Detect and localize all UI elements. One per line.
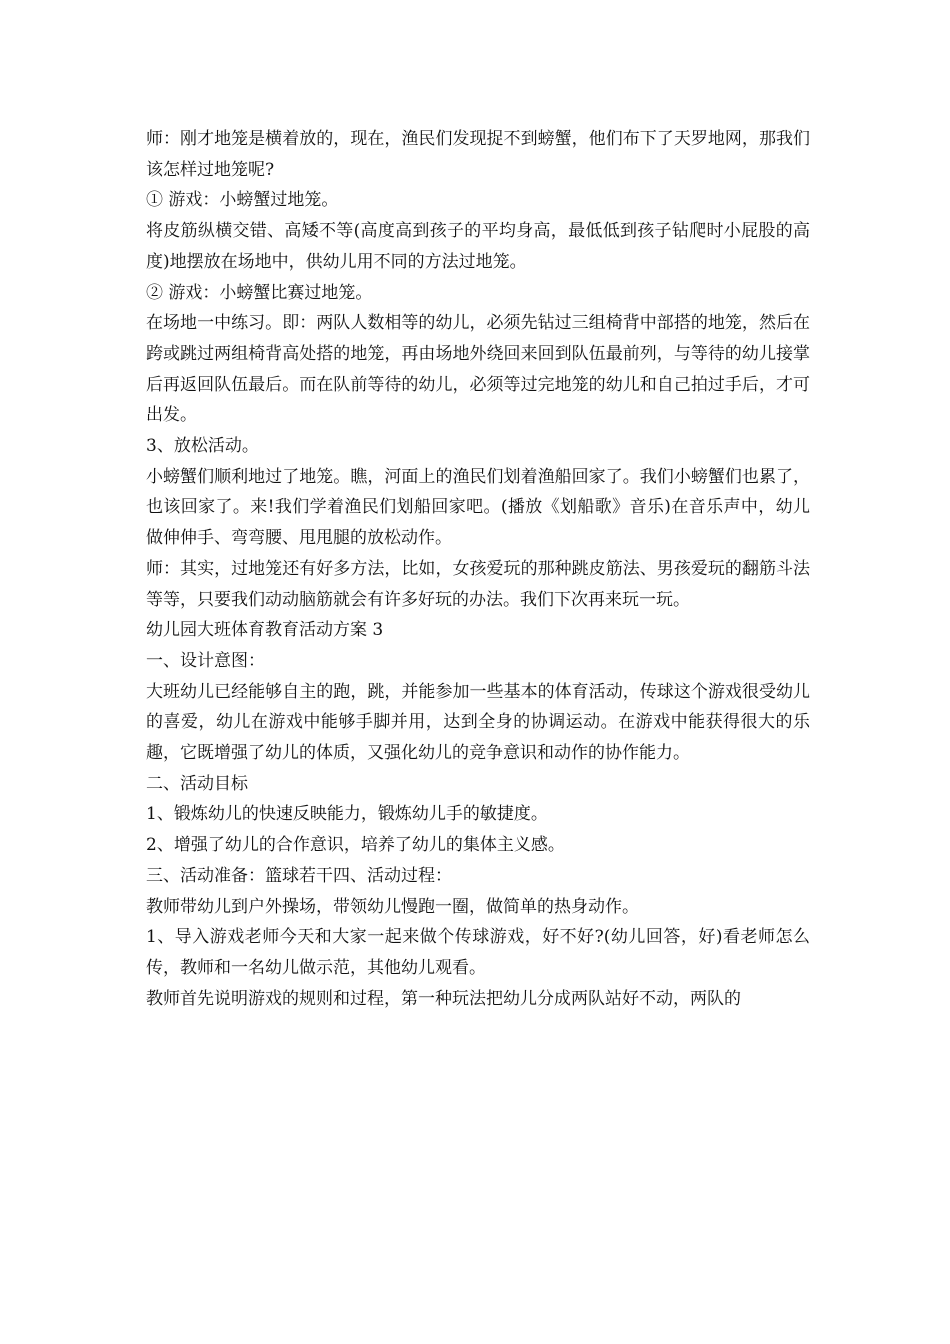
paragraph-warmup: 教师带幼儿到户外操场，带领幼儿慢跑一圈，做简单的热身动作。	[146, 896, 639, 917]
paragraph-relax-description: 小螃蟹们顺利地过了地笼。瞧，河面上的渔民们划着渔船回家了。我们小螃蟹们也累了，也该回家了。来!我们学着渔民们划船回家吧。(播放《划船歌》音乐)在音乐声中，幼儿做伸伸手、弯弯腰、甩甩腿的放松动作。	[146, 466, 810, 549]
paragraph-intro-game: 1、导入游戏老师今天和大家一起来做个传球游戏，好不好?(幼儿回答，好)看老师怎么传，教师和一名幼儿做示范，其他幼儿观看。	[146, 927, 810, 978]
paragraph-game-1-description: 将皮筋纵横交错、高矮不等(高度高到孩子的平均身高，最低低到孩子钻爬时小屁股的高度)地摆放在场地中，供幼儿用不同的方法过地笼。	[146, 221, 810, 272]
section-title-plan-3: 幼儿园大班体育教育活动方案 3	[146, 620, 384, 641]
paragraph-game-2-title: ② 游戏：小螃蟹比赛过地笼。	[146, 282, 373, 303]
paragraph-relax-heading: 3、放松活动。	[146, 436, 259, 457]
document-page	[146, 124, 810, 1014]
paragraph-game-2-description: 在场地一中练习。即：两队人数相等的幼儿，必须先钻过三组椅背中部搭的地笼，然后在跨或跳过两组椅背高处搭的地笼，再由场地外绕回来回到队伍最前列，与等待的幼儿接掌后再返回队伍最后。而在队前等待的幼儿，必须等过完地笼的幼儿和自己拍过手后，才可出发。	[146, 313, 810, 426]
heading-design-intent: 一、设计意图：	[146, 650, 265, 671]
paragraph-teacher-question: 师：刚才地笼是横着放的，现在，渔民们发现捉不到螃蟹，他们布下了天罗地网，那我们该怎样过地笼呢?	[146, 129, 810, 180]
paragraph-rules: 教师首先说明游戏的规则和过程，第一种玩法把幼儿分成两队站好不动，两队的	[146, 988, 741, 1009]
paragraph-goal-2: 2、增强了幼儿的合作意识，培养了幼儿的集体主义感。	[146, 835, 565, 856]
paragraph-game-1-title: ① 游戏：小螃蟹过地笼。	[146, 190, 339, 211]
paragraph-goal-1: 1、锻炼幼儿的快速反映能力，锻炼幼儿手的敏捷度。	[146, 804, 548, 825]
heading-preparation-process: 三、活动准备：篮球若干四、活动过程：	[146, 865, 452, 886]
paragraph-teacher-summary: 师：其实，过地笼还有好多方法，比如，女孩爱玩的那种跳皮筋法、男孩爱玩的翻筋斗法等等，只要我们动动脑筋就会有许多好玩的办法。我们下次再来玩一玩。	[146, 558, 810, 610]
paragraph-design-intent: 大班幼儿已经能够自主的跑，跳，并能参加一些基本的体育活动，传球这个游戏很受幼儿的喜爱，幼儿在游戏中能够手脚并用，达到全身的协调运动。在游戏中能获得很大的乐趣，它既增强了幼儿的体质，又强化幼儿的竞争意识和动作的协作能力。	[146, 681, 810, 764]
heading-activity-goals: 二、活动目标	[146, 773, 248, 794]
